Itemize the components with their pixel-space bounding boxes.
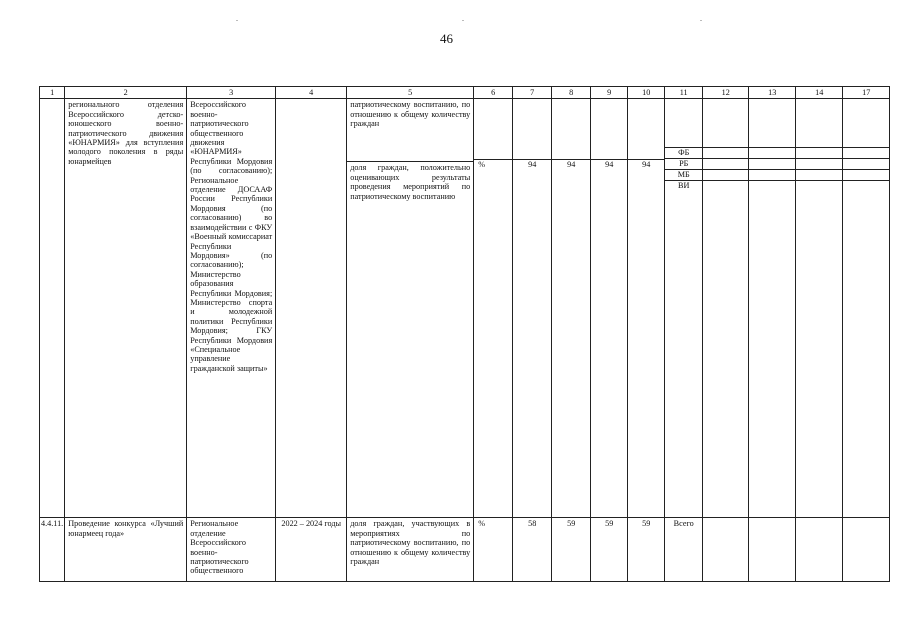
value-cell	[513, 99, 552, 518]
col-header: 13	[749, 87, 796, 99]
unit-value: %	[478, 160, 486, 170]
col-header: 10	[628, 87, 665, 99]
value: 94	[642, 160, 651, 170]
col-header: 2	[65, 87, 187, 99]
amount-cell	[843, 518, 890, 582]
amount-cell	[703, 518, 749, 582]
executor-cell: Региональное отделение Всероссийского военно-патриотического общественного	[187, 518, 276, 582]
value-cell: 59	[628, 518, 665, 582]
col-header: 3	[187, 87, 276, 99]
measure-name-cell: Проведение конкурса «Лучший юнармеец года»	[65, 518, 187, 582]
funding-source: ВИ	[678, 181, 690, 191]
period-cell: 2022 – 2024 годы	[276, 518, 347, 582]
col-header: 17	[843, 87, 890, 99]
value-cell	[628, 99, 665, 518]
column-number-row	[40, 87, 890, 99]
funding-source: ФБ	[665, 148, 702, 159]
indicator-text: доля граждан, положительно оценивающих результаты проведения мероприятий по патриотическому воспитанию	[350, 163, 471, 201]
value-cell: 58	[513, 518, 552, 582]
scan-speck	[462, 20, 464, 21]
funding-source: МБ	[665, 170, 702, 181]
col-header: 5	[347, 87, 474, 99]
col-header: 8	[552, 87, 591, 99]
program-table	[39, 86, 890, 582]
col-header: 6	[474, 87, 513, 99]
unit-cell	[474, 99, 513, 518]
measure-name-cell: регионального отделения Всероссийского детско-юношеского военно-патриотического движения «ЮНАРМИЯ» для вступления молодого поколения в ряды юнармейцев	[65, 99, 187, 518]
amount-cell	[749, 99, 796, 518]
executor-cell: Всероссийского военно-патриотического общественного движения «ЮНАРМИЯ» Республики Мордовия (по согласованию); Региональное отделение ДОСААФ России Республики Мордовия (по согласованию) во взаимодействии с ФКУ «Военный комиссариат Республики Мордовия» (по согласованию); Министерство образования Республики Мордовия; Министерство спорта и молодежной политики Республики Мордовия; ГКУ Республики Мордовия «Специальное управление гражданской защиты»	[187, 99, 276, 518]
scan-speck	[236, 20, 238, 21]
scan-speck	[700, 20, 702, 21]
col-header: 9	[591, 87, 628, 99]
value: 94	[605, 160, 614, 170]
amount-cell	[703, 99, 749, 518]
funding-source-cell	[665, 99, 703, 518]
col-header: 7	[513, 87, 552, 99]
row-number-cell	[40, 99, 65, 518]
value-cell: 59	[552, 518, 591, 582]
col-header: 4	[276, 87, 347, 99]
indicator-continuation: патриотическому воспитанию, по отношению к общему количеству граждан	[347, 99, 473, 162]
amount-cell	[796, 99, 843, 518]
amount-cell	[843, 99, 890, 518]
value-cell	[591, 99, 628, 518]
col-header: 12	[703, 87, 749, 99]
page-number: 46	[440, 31, 453, 46]
col-header: 11	[665, 87, 703, 99]
amount-cell	[749, 518, 796, 582]
value: 94	[567, 160, 576, 170]
row-number-cell: 4.4.11.	[40, 518, 65, 582]
table-row	[40, 99, 890, 518]
indicator-cell: доля граждан, участвующих в мероприятиях по патриотическому воспитанию, по отношению к общему количеству граждан	[347, 518, 474, 582]
value: 94	[528, 160, 537, 170]
amount-cell	[796, 518, 843, 582]
table-row	[40, 518, 890, 582]
funding-source-cell: Всего	[665, 518, 703, 582]
funding-source: РБ	[665, 159, 702, 170]
col-header: 14	[796, 87, 843, 99]
indicator-cell	[347, 99, 474, 518]
period-cell	[276, 99, 347, 518]
unit-cell: %	[474, 518, 513, 582]
value-cell: 59	[591, 518, 628, 582]
value-cell	[552, 99, 591, 518]
col-header: 1	[40, 87, 65, 99]
